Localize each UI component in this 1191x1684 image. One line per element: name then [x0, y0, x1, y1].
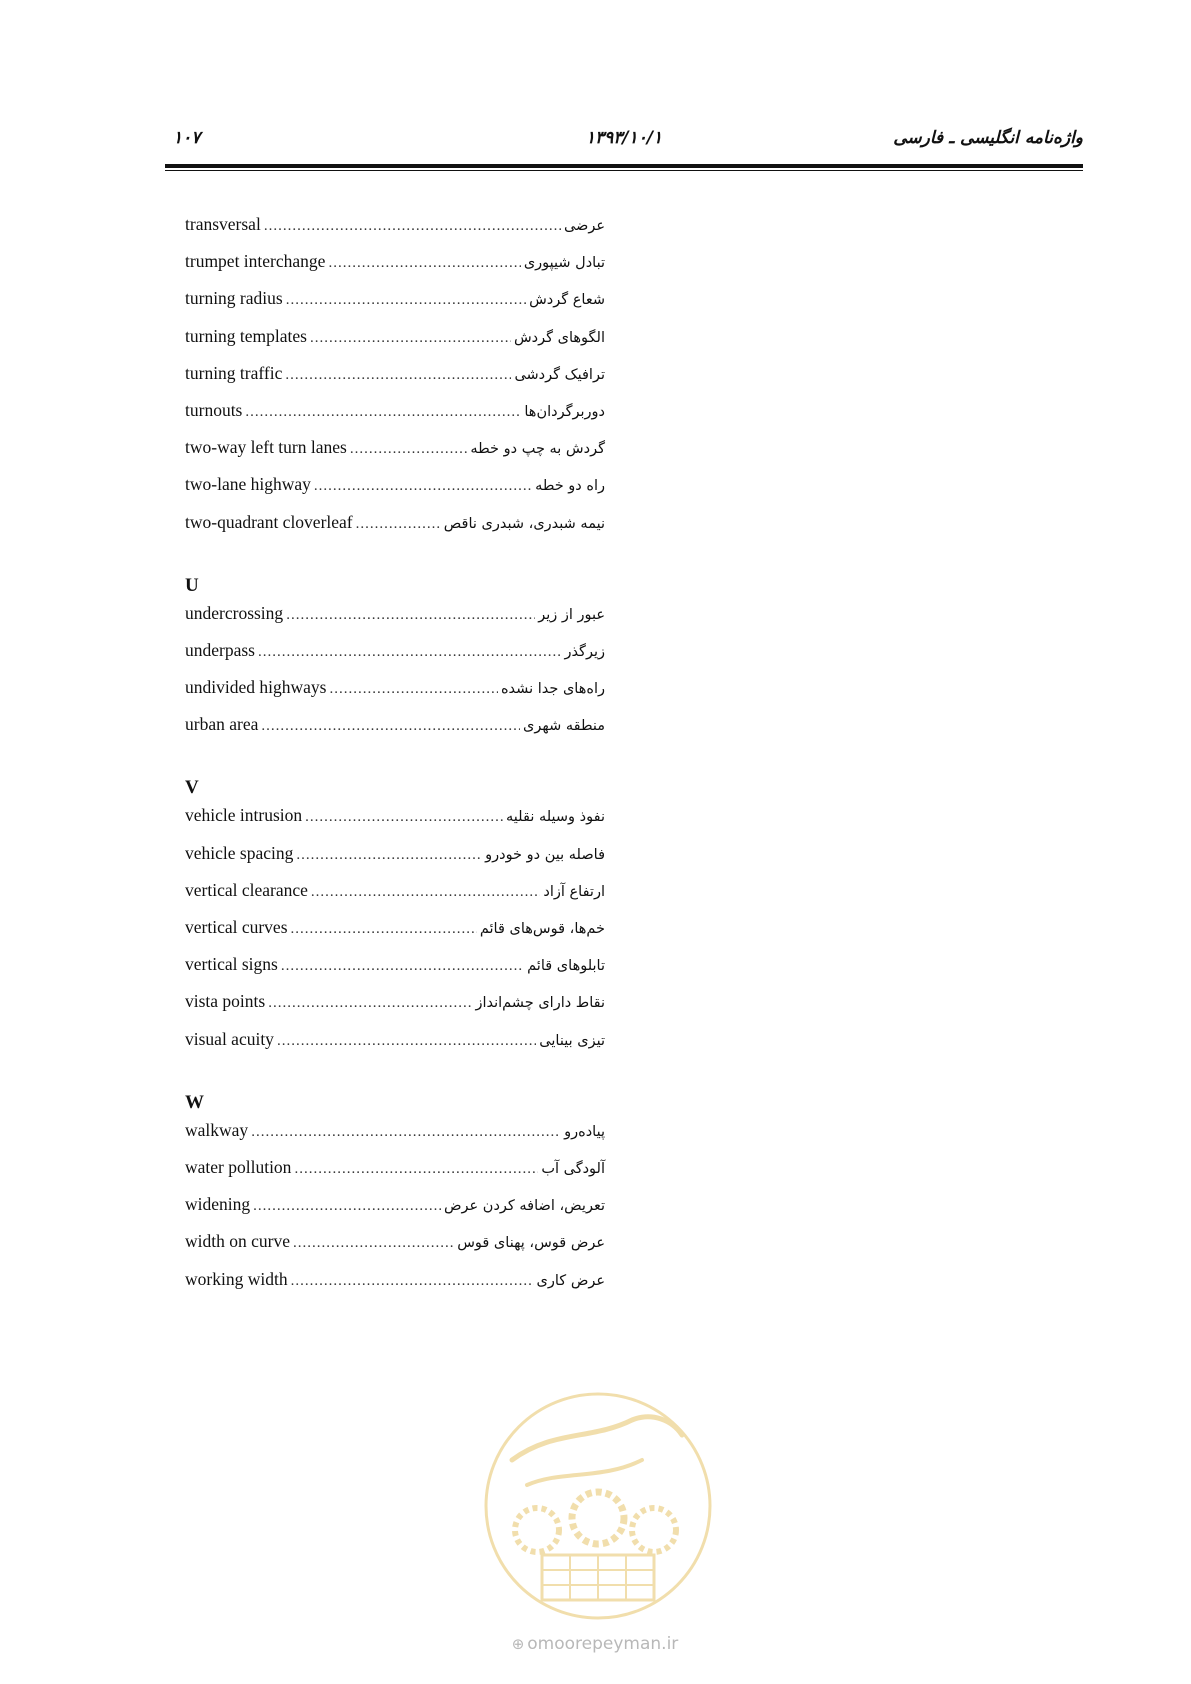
persian-term: تابلوهای قائم — [527, 958, 605, 975]
glossary-entry — [185, 843, 605, 880]
glossary-section — [185, 569, 605, 752]
persian-term: پیاده‌رو — [564, 1123, 605, 1140]
persian-term: نقاط دارای چشم‌انداز — [475, 995, 605, 1012]
english-term: underpass — [185, 639, 255, 660]
dot-leader — [329, 681, 498, 698]
section-letter: U — [185, 574, 199, 596]
english-term: two-lane highway — [185, 474, 311, 495]
english-term: turning templates — [185, 325, 307, 346]
header-rule-thin — [165, 170, 1083, 171]
glossary-entry — [185, 326, 605, 363]
persian-term: نفوذ وسیله نقلیه — [506, 809, 605, 826]
glossary-entry — [185, 714, 605, 751]
english-term: undercrossing — [185, 602, 284, 623]
glossary-entry — [185, 1157, 605, 1194]
english-term: widening — [185, 1194, 251, 1215]
dot-leader — [350, 441, 468, 458]
english-term: two-way left turn lanes — [185, 437, 347, 458]
english-term: working width — [185, 1268, 288, 1289]
dot-leader — [264, 218, 561, 235]
glossary-entry — [185, 991, 605, 1028]
persian-term: تیزی بینایی — [539, 1032, 605, 1049]
glossary-entry — [185, 1269, 605, 1306]
english-term: undivided highways — [185, 677, 327, 698]
glossary-entry — [185, 917, 605, 954]
glossary-entry — [185, 437, 605, 474]
persian-term: تبادل شیپوری — [523, 255, 605, 272]
persian-term: راه دو خطه — [535, 478, 605, 495]
persian-term: ترافیک گردشی — [514, 366, 605, 383]
glossary-entry — [185, 214, 605, 251]
dot-leader — [294, 1161, 538, 1178]
persian-term: عبور از زیر — [538, 606, 605, 623]
dot-leader — [356, 516, 441, 533]
glossary-entry — [185, 1194, 605, 1231]
persian-term: راه‌های جدا نشده — [500, 681, 605, 698]
english-term: urban area — [185, 714, 259, 735]
glossary-entry — [185, 880, 605, 917]
persian-term: الگوهای گردش — [513, 329, 605, 346]
dot-leader — [258, 644, 561, 661]
dot-leader — [281, 958, 524, 975]
glossary-entry — [185, 954, 605, 991]
page-header — [165, 128, 1083, 154]
english-term: vertical clearance — [185, 879, 308, 900]
english-term: width on curve — [185, 1231, 290, 1252]
glossary-entry — [185, 677, 605, 714]
header-date: ۱۳۹۳/۱۰/۱ — [585, 128, 663, 148]
watermark-site-text: omoorepeyman.ir — [527, 1634, 679, 1654]
english-term: walkway — [185, 1119, 249, 1140]
glossary-entry — [185, 474, 605, 511]
persian-term: آلودگی آب — [541, 1160, 605, 1177]
persian-term: خم‌ها، قوس‌های قائم — [479, 921, 605, 937]
persian-term: فاصله بین دو خودرو — [485, 846, 605, 863]
glossary-entry — [185, 1029, 605, 1066]
glossary-entry — [185, 805, 605, 842]
english-term: vertical curves — [185, 917, 288, 937]
persian-term: عرض قوس، پهنای قوس — [457, 1235, 605, 1252]
english-term: vehicle spacing — [185, 842, 294, 863]
english-term: two-quadrant cloverleaf — [185, 511, 353, 532]
persian-term: زیرگذر — [564, 643, 605, 660]
english-term: water pollution — [185, 1156, 292, 1177]
dot-leader — [277, 1033, 536, 1050]
glossary-section — [185, 214, 605, 549]
english-term: turning radius — [185, 288, 283, 309]
glossary-entry — [185, 251, 605, 288]
persian-term: شعاع گردش — [529, 292, 605, 309]
glossary-entry — [185, 1120, 605, 1157]
dot-leader — [293, 1235, 454, 1252]
glossary-section — [185, 1086, 605, 1306]
dot-leader — [245, 404, 521, 421]
persian-term: تعریض، اضافه کردن عرض — [444, 1198, 605, 1215]
dot-leader — [268, 995, 472, 1012]
dot-leader — [286, 607, 535, 624]
dot-leader — [296, 847, 482, 864]
dot-leader — [291, 1273, 534, 1290]
persian-term: ارتفاع آزاد — [543, 883, 605, 900]
watermark-site — [490, 1634, 700, 1654]
dot-leader — [291, 921, 477, 938]
english-term: transversal — [185, 214, 261, 234]
dot-leader — [261, 718, 520, 735]
glossary-entry — [185, 1231, 605, 1268]
glossary-entry — [185, 400, 605, 437]
dot-leader — [328, 255, 520, 272]
glossary-entry — [185, 512, 605, 549]
dot-leader — [314, 478, 532, 495]
dot-leader — [286, 292, 526, 309]
english-term: vista points — [185, 991, 266, 1012]
glossary-entry — [185, 288, 605, 325]
english-term: turnouts — [185, 399, 243, 420]
glossary-entry — [185, 363, 605, 400]
page-number: ۱۰۷ — [173, 128, 201, 148]
english-term: vehicle intrusion — [185, 805, 303, 826]
english-term: turning traffic — [185, 362, 283, 383]
dot-leader — [311, 884, 541, 901]
glossary-list — [185, 214, 605, 1326]
dot-leader — [310, 330, 511, 347]
dot-leader — [251, 1124, 561, 1141]
english-term: trumpet interchange — [185, 251, 326, 272]
dot-leader — [305, 809, 503, 826]
dot-leader — [285, 367, 511, 384]
english-term: visual acuity — [185, 1028, 274, 1049]
persian-term: نیمه شبدری، شبدری ناقص — [443, 515, 605, 532]
omoorepeyman-seal-logo — [482, 1390, 714, 1622]
persian-term: منطقه شهری — [523, 718, 605, 735]
section-letter: V — [185, 777, 199, 799]
english-term: vertical signs — [185, 954, 278, 975]
glossary-entry — [185, 640, 605, 677]
globe-icon: ⊕ — [511, 1635, 525, 1653]
persian-term: عرضی — [563, 218, 605, 234]
book-title: واژه‌نامه انگلیسی ـ فارسی — [893, 128, 1083, 148]
header-rule-thick — [165, 164, 1083, 168]
persian-term: گردش به چپ دو خطه — [470, 441, 605, 458]
persian-term: عرض کاری — [536, 1272, 605, 1289]
persian-term: دوربرگردان‌ها — [524, 403, 605, 420]
dot-leader — [253, 1198, 441, 1215]
glossary-section — [185, 771, 605, 1065]
glossary-entry — [185, 603, 605, 640]
section-letter: W — [185, 1091, 204, 1113]
